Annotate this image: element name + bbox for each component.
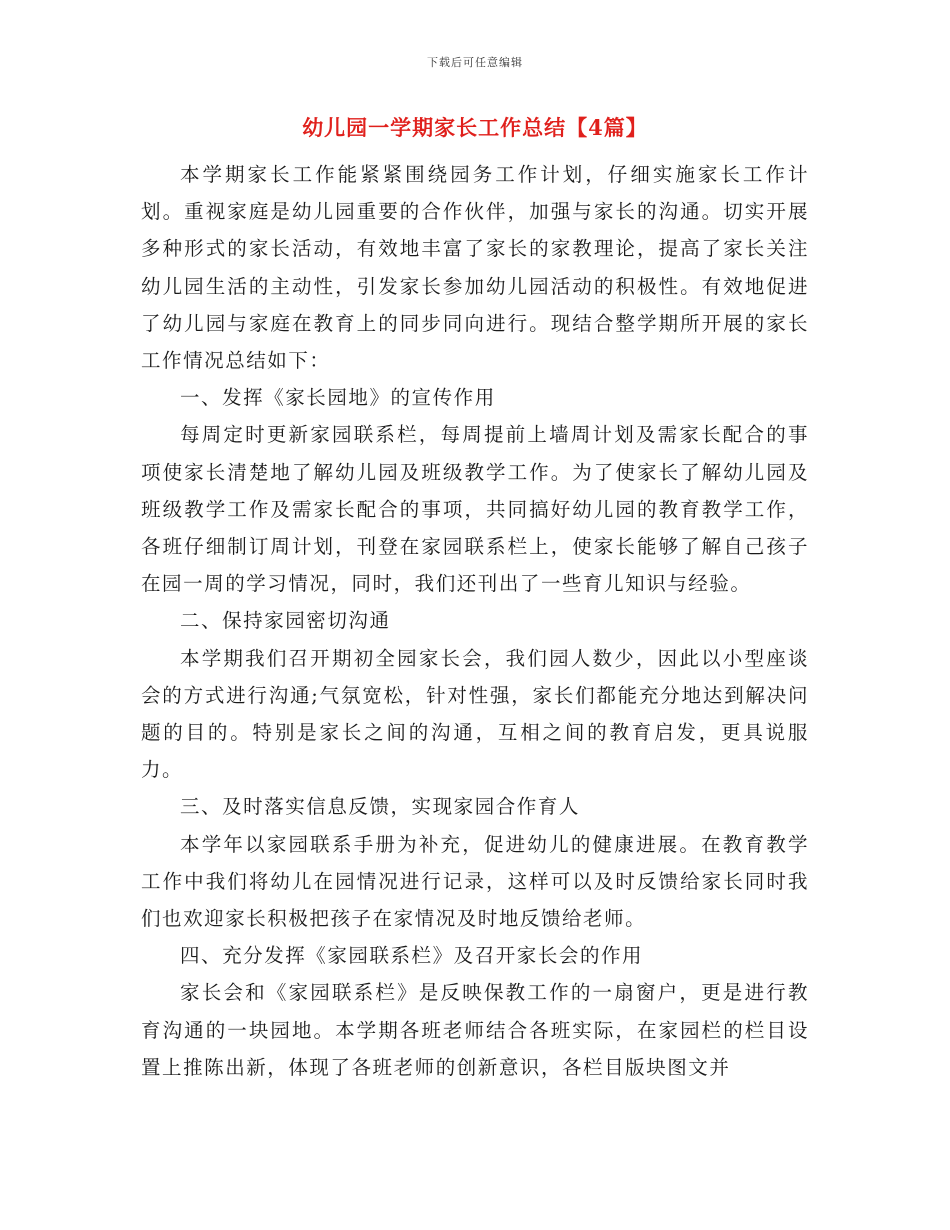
paragraph-intro: 本学期家长工作能紧紧围绕园务工作计划，仔细实施家长工作计划。重视家庭是幼儿园重要的合作伙伴，加强与家长的沟通。切实开展多种形式的家长活动，有效地丰富了家长的家教理论，提高了家长关注幼儿园生活的主动性，引发家长参加幼儿园活动的积极性。有效地促进了幼儿园与家庭在教育上的同步同向进行。现结合整学期所开展的家长工作情况总结如下： (141, 163, 809, 373)
section-heading-2: 二、保持家园密切沟通 (180, 609, 391, 633)
document-body (141, 156, 809, 1086)
page-header-note: 下载后可任意编辑 (427, 56, 523, 69)
document-title: 幼儿园一学期家长工作总结【4篇】 (302, 115, 648, 140)
paragraph-section-1: 每周定时更新家园联系栏，每周提前上墙周计划及需家长配合的事项使家长清楚地了解幼儿园及班级教学工作。为了使家长了解幼儿园及班级教学工作及需家长配合的事项，共同搞好幼儿园的教育教学工作，各班仔细制订周计划，刊登在家园联系栏上，使家长能够了解自己孩子在园一周的学习情况，同时，我们还刊出了一些育儿知识与经验。 (141, 423, 809, 596)
section-heading-3: 三、及时落实信息反馈，实现家园合作育人 (180, 795, 580, 819)
section-heading-4: 四、充分发挥《家园联系栏》及召开家长会的作用 (180, 944, 644, 968)
paragraph-section-2: 本学期我们召开期初全园家长会，我们园人数少，因此以小型座谈会的方式进行沟通;气氛宽松，针对性强，家长们都能充分地达到解决问题的目的。特别是家长之间的沟通，互相之间的教育启发，更具说服力。 (141, 646, 809, 782)
section-heading-1: 一、发挥《家长园地》的宣传作用 (180, 386, 496, 410)
paragraph-section-3: 本学年以家园联系手册为补充，促进幼儿的健康进展。在教育教学工作中我们将幼儿在园情况进行记录，这样可以及时反馈给家长同时我们也欢迎家长积极把孩子在家情况及时地反馈给老师。 (141, 832, 809, 931)
paragraph-section-4: 家长会和《家园联系栏》是反映保教工作的一扇窗户，更是进行教育沟通的一块园地。本学期各班老师结合各班实际，在家园栏的栏目设置上推陈出新，体现了各班老师的创新意识，各栏目版块图文并 (141, 981, 809, 1079)
